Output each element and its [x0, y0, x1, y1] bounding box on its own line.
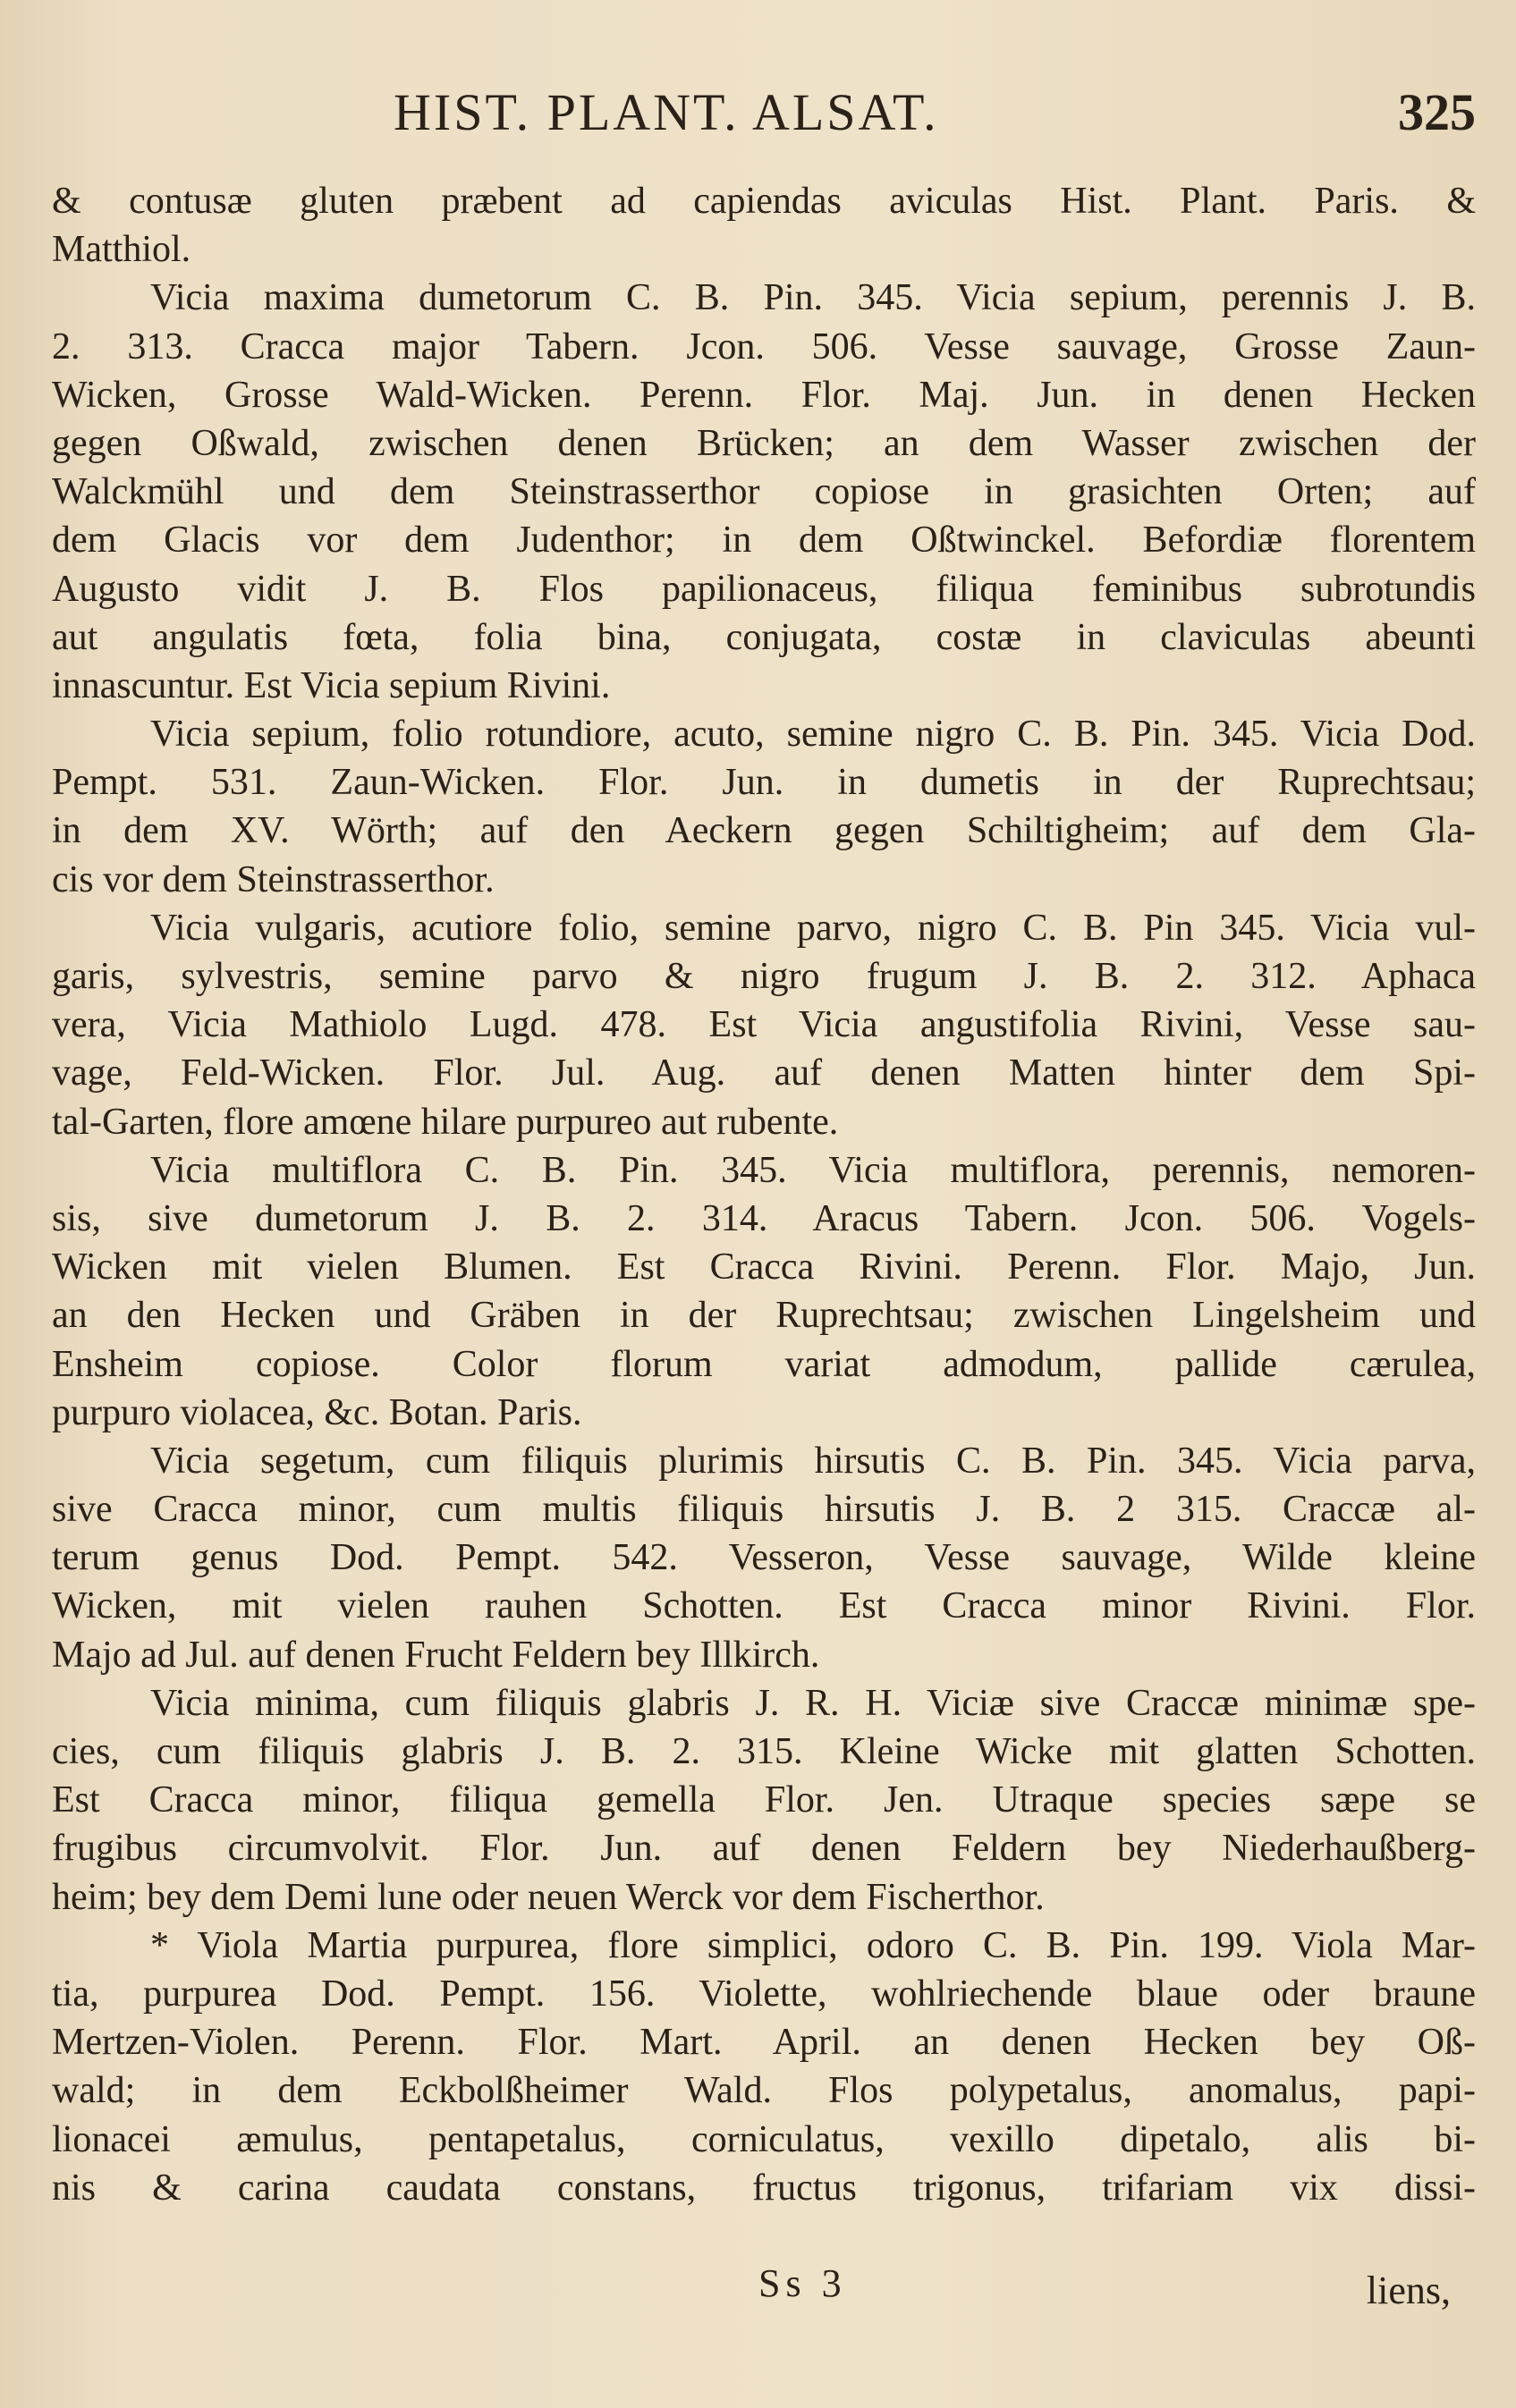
text-line: Vicia vulgaris, acutiore folio, semine parvo, nigro C. B. Pin 345. Vicia vul-: [150, 907, 1476, 949]
text-line: Walckmühl und dem Steinstrasserthor copiose in grasichten Orten; auf: [52, 471, 1476, 513]
page-footer: [52, 2260, 1476, 2314]
running-title: HIST. PLANT. ALSAT.: [394, 83, 939, 141]
text-line: Wicken, Grosse Wald-Wicken. Perenn. Flor. Maj. Jun. in denen Hecken: [52, 374, 1476, 416]
text-line: gegen Oßwald, zwischen denen Brücken; an dem Wasser zwischen der: [52, 422, 1476, 464]
text-line: dem Glacis vor dem Judenthor; in dem Oßtwinckel. Befordiæ florentem: [52, 520, 1476, 562]
text-line: Pempt. 531. Zaun-Wicken. Flor. Jun. in dumetis in der Ruprechtsau;: [52, 762, 1476, 804]
text-line: nis & carina caudata constans, fructus trigonus, trifariam vix dissi-: [52, 2167, 1476, 2209]
text-line: tia, purpurea Dod. Pempt. 156. Violette, wohlriechende blaue oder braune: [52, 1973, 1476, 2015]
text-line: Vicia sepium, folio rotundiore, acuto, semine nigro C. B. Pin. 345. Vicia Dod.: [150, 714, 1476, 756]
catchword: liens,: [1366, 2269, 1451, 2312]
text-line: frugibus circumvolvit. Flor. Jun. auf denen Feldern bey Niederhaußberg-: [52, 1828, 1476, 1870]
text-line: terum genus Dod. Pempt. 542. Vesseron, Vesse sauvage, Wilde kleine: [52, 1537, 1476, 1579]
text-line: heim; bey dem Demi lune oder neuen Werck vor dem Fischerthor.: [52, 1876, 1045, 1918]
page-header: [340, 82, 1476, 145]
text-line: Augusto vidit J. B. Flos papilionaceus, filiqua feminibus subrotundis: [52, 568, 1476, 610]
text-line: aut angulatis fœta, folia bina, conjugata, costæ in claviculas abeunti: [52, 616, 1476, 658]
text-line: Majo ad Jul. auf denen Frucht Feldern bey Illkirch.: [52, 1634, 820, 1676]
text-line: cies, cum filiquis glabris J. B. 2. 315. Kleine Wicke mit glatten Schotten.: [52, 1731, 1476, 1772]
text-line: an den Hecken und Gräben in der Ruprechtsau; zwischen Lingelsheim und: [52, 1295, 1476, 1337]
text-line: & contusæ gluten præbent ad capiendas aviculas Hist. Plant. Paris. &: [52, 181, 1476, 222]
signature-mark: Ss 3: [758, 2261, 847, 2305]
text-line: tal-Garten, flore amœne hilare purpureo aut rubente.: [52, 1101, 839, 1143]
text-line: cis vor dem Steinstrasserthor.: [52, 858, 495, 900]
text-line: in dem XV. Wörth; auf den Aeckern gegen Schiltigheim; auf dem Gla-: [52, 810, 1476, 852]
text-line: purpuro violacea, &c. Botan. Paris.: [52, 1391, 582, 1433]
text-line: innascuntur. Est Vicia sepium Rivini.: [52, 664, 611, 706]
text-line: 2. 313. Cracca major Tabern. Jcon. 506. Vesse sauvage, Grosse Zaun-: [52, 325, 1476, 368]
text-line: sive Cracca minor, cum multis filiquis hirsutis J. B. 2 315. Craccæ al-: [52, 1489, 1476, 1531]
text-line: Wicken mit vielen Blumen. Est Cracca Rivini. Perenn. Flor. Majo, Jun.: [52, 1246, 1476, 1288]
text-line: sis, sive dumetorum J. B. 2. 314. Aracus Tabern. Jcon. 506. Vogels-: [52, 1197, 1476, 1239]
text-line: Matthiol.: [52, 229, 191, 271]
text-line: lionacei æmulus, pentapetalus, corniculatus, vexillo dipetalo, alis bi-: [52, 2118, 1476, 2160]
text-line: wald; in dem Eckbolßheimer Wald. Flos polypetalus, anomalus, papi-: [52, 2070, 1476, 2112]
text-line: Vicia minima, cum filiquis glabris J. R. H. Viciæ sive Craccæ minimæ spe-: [150, 1682, 1476, 1724]
text-line: Est Cracca minor, filiqua gemella Flor. Jen. Utraque species sæpe se: [52, 1779, 1476, 1821]
text-line: Ensheim copiose. Color florum variat admodum, pallide cærulea,: [52, 1343, 1476, 1385]
text-line: Vicia multiflora C. B. Pin. 345. Vicia multiflora, perennis, nemoren-: [150, 1149, 1476, 1191]
body-text: [52, 177, 1476, 2212]
text-line: garis, sylvestris, semine parvo & nigro frugum J. B. 2. 312. Aphaca: [52, 956, 1476, 997]
text-line: * Viola Martia purpurea, flore simplici, odoro C. B. Pin. 199. Viola Mar-: [150, 1924, 1476, 1966]
text-line: Wicken, mit vielen rauhen Schotten. Est Cracca minor Rivini. Flor.: [52, 1585, 1476, 1627]
text-line: Vicia maxima dumetorum C. B. Pin. 345. Vicia sepium, perennis J. B.: [150, 277, 1476, 319]
text-line: vera, Vicia Mathiolo Lugd. 478. Est Vicia angustifolia Rivini, Vesse sau-: [52, 1004, 1476, 1046]
text-line: Vicia segetum, cum filiquis plurimis hirsutis C. B. Pin. 345. Vicia parva,: [150, 1440, 1476, 1482]
text-line: vage, Feld-Wicken. Flor. Jul. Aug. auf denen Matten hinter dem Spi-: [52, 1052, 1476, 1094]
text-line: Mertzen-Violen. Perenn. Flor. Mart. April. an denen Hecken bey Oß-: [52, 2022, 1476, 2064]
page-number: 325: [1398, 83, 1476, 141]
